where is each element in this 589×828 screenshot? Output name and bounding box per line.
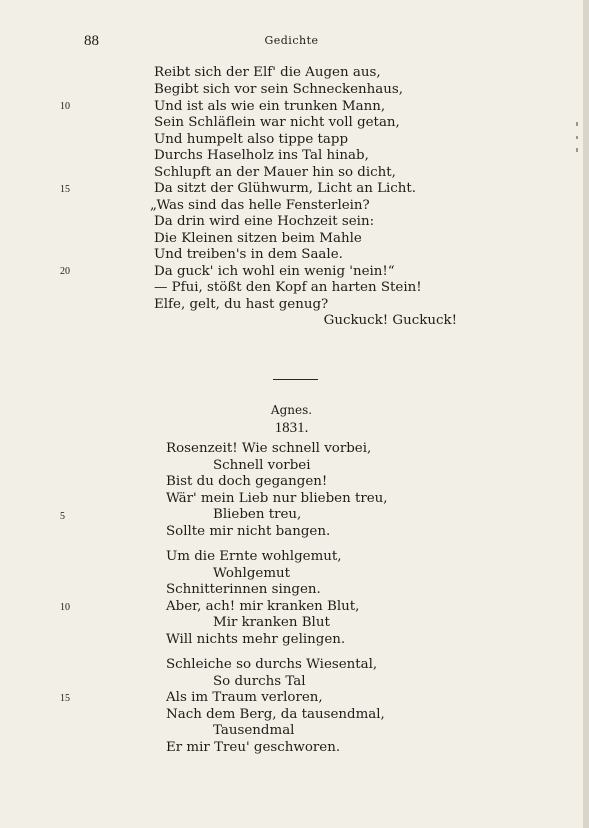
poem-line: Schnitterinnen singen. [166,582,321,597]
poem-line: Rosenzeit! Wie schnell vorbei, [166,441,372,456]
poem-line: Blieben treu, [213,507,302,522]
poem-line-refrain: Guckuck! Guckuck! [323,313,457,328]
line-number: 20 [60,266,70,277]
poem-line: Da drin wird eine Hochzeit sein: [154,214,375,229]
poem-line: Schleiche so durchs Wiesental, [166,657,378,672]
page-edge [583,0,589,828]
poem-line: Sollte mir nicht bangen. [166,524,331,539]
line-number: 15 [60,693,70,704]
section-divider [273,379,318,380]
poem-year: 1831. [274,420,309,436]
poem-line: Begibt sich vor sein Schneckenhaus, [154,82,403,97]
poem-line: — Pfui, stößt den Kopf an harten Stein! [154,280,422,295]
running-header: Gedichte [264,34,319,47]
margin-mark [576,148,578,152]
poem-line: Und humpelt also tippe tapp [154,132,349,147]
poem-line: Schnell vorbei [213,458,311,473]
poem-line: Wär' mein Lieb nur blieben treu, [166,491,388,506]
poem-line: Die Kleinen sitzen beim Mahle [154,231,362,246]
poem-line: Als im Traum verloren, [166,690,323,705]
poem-line: Tausendmal [213,723,295,738]
poem-line: Durchs Haselholz ins Tal hinab, [154,148,369,163]
poem-title: Agnes. [270,403,313,417]
poem-line: „Was sind das helle Fensterlein? [150,198,370,213]
poem-line: Aber, ach! mir kranken Blut, [166,599,360,614]
margin-mark [576,122,578,126]
margin-mark [576,136,578,139]
poem-line: Nach dem Berg, da tausendmal, [166,707,385,722]
poem-line: Will nichts mehr gelingen. [166,632,346,647]
line-number: 15 [60,184,70,195]
poem-line: Und ist als wie ein trunken Mann, [154,99,386,114]
line-number: 5 [60,511,65,522]
poem-line: Und treiben's in dem Saale. [154,247,343,262]
poem-line: Bist du doch gegangen! [166,474,328,489]
poem-line: Reibt sich der Elf' die Augen aus, [154,65,381,80]
line-number: 10 [60,602,70,613]
poem-line: Wohlgemut [213,566,291,581]
poem-line: Um die Ernte wohlgemut, [166,549,342,564]
poem-line: So durchs Tal [213,674,306,689]
poem-line: Schlupft an der Mauer hin so dicht, [154,165,396,180]
poem-line: Sein Schläflein war nicht voll getan, [154,115,400,130]
poem-line: Da sitzt der Glühwurm, Licht an Licht. [154,181,417,196]
poem-line: Er mir Treu' geschworen. [166,740,341,755]
poem-line: Da guck' ich wohl ein wenig 'nein!“ [154,264,395,279]
line-number: 10 [60,101,70,112]
poem-line: Mir kranken Blut [213,615,330,630]
page-number: 88 [84,33,99,49]
poem-line: Elfe, gelt, du hast genug? [154,297,329,312]
